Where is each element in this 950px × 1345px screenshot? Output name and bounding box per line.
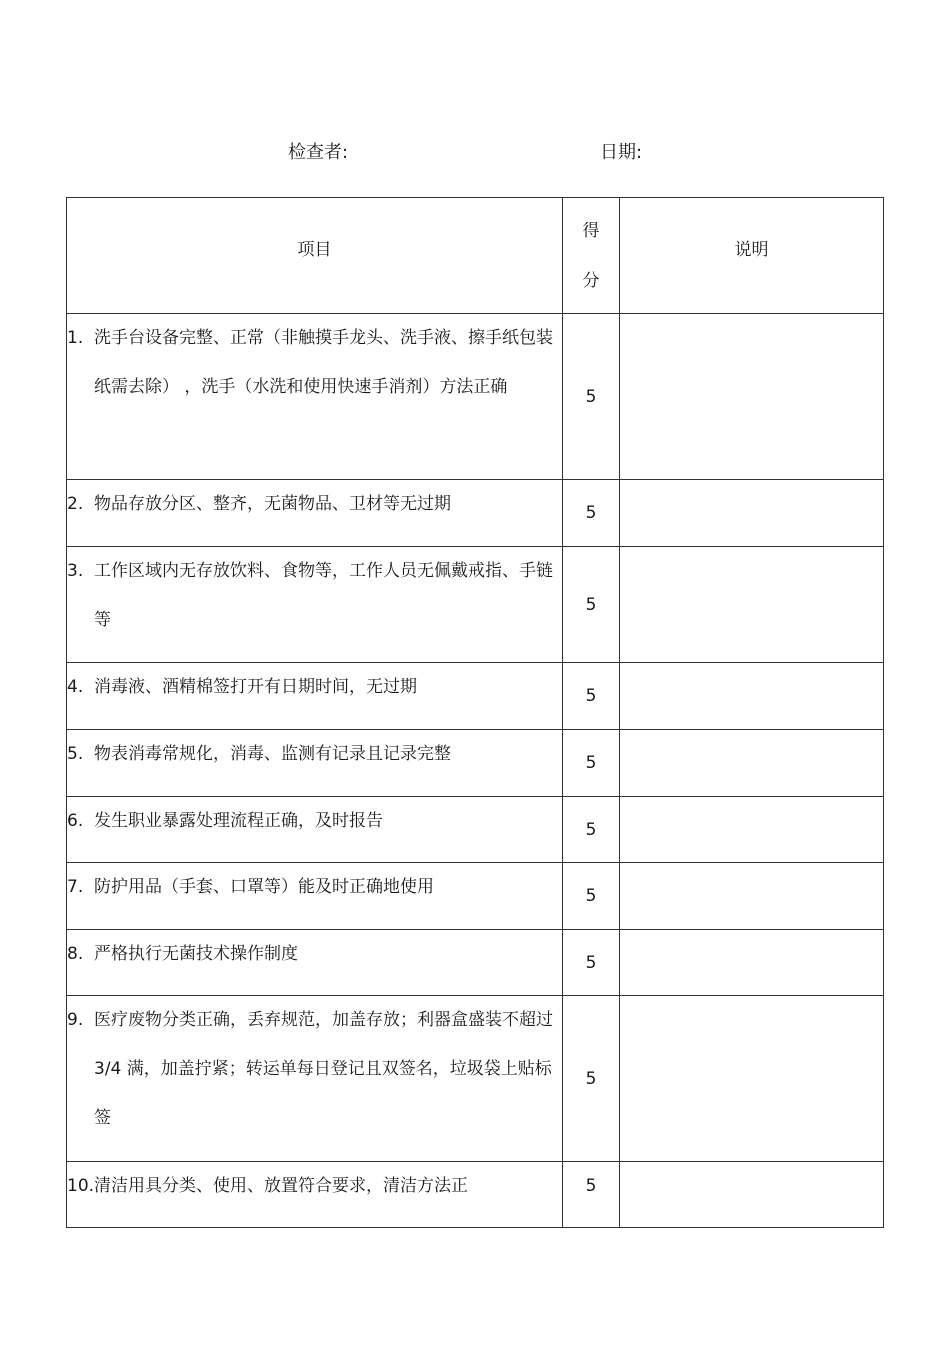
table-row xyxy=(67,996,884,1162)
note-cell[interactable] xyxy=(620,480,884,547)
item-cell xyxy=(67,480,563,547)
score-cell: 5 xyxy=(563,930,620,996)
table-row xyxy=(67,930,884,996)
column-header-score: 得分 xyxy=(563,198,620,314)
score-cell: 5 xyxy=(563,730,620,797)
score-cell: 5 xyxy=(563,797,620,863)
item-number: 5. xyxy=(67,744,84,764)
item-number: 3. xyxy=(67,561,84,581)
item-text: 发生职业暴露处理流程正确，及时报告 xyxy=(94,811,383,831)
score-cell: 5 xyxy=(563,314,620,480)
item-text: 清洁用具分类、使用、放置符合要求，清洁方法正 xyxy=(94,1176,469,1196)
item-cell xyxy=(67,930,563,996)
item-number: 4. xyxy=(67,677,84,697)
score-cell: 5 xyxy=(563,663,620,730)
item-number: 10. xyxy=(67,1176,95,1196)
item-number: 7. xyxy=(67,877,84,897)
score-cell: 5 xyxy=(563,547,620,663)
table-row xyxy=(67,863,884,930)
table-row xyxy=(67,314,884,480)
item-text: 医疗废物分类正确，丢弃规范，加盖存放；利器盒盛装不超过 3/4 满，加盖拧紧；转运单每日登记且双签名，垃圾袋上贴标签 xyxy=(94,1010,553,1128)
score-cell: 5 xyxy=(563,996,620,1162)
table-row xyxy=(67,797,884,863)
item-cell xyxy=(67,1162,563,1228)
note-cell[interactable] xyxy=(620,663,884,730)
item-cell xyxy=(67,730,563,797)
item-text: 工作区域内无存放饮料、食物等，工作人员无佩戴戒指、手链等 xyxy=(94,561,553,630)
score-cell: 5 xyxy=(563,480,620,547)
table-header-row xyxy=(67,198,884,314)
date-label: 日期: xyxy=(600,142,643,163)
note-cell[interactable] xyxy=(620,730,884,797)
item-text: 物表消毒常规化，消毒、监测有记录且记录完整 xyxy=(94,744,451,764)
item-text: 物品存放分区、整齐，无菌物品、卫材等无过期 xyxy=(94,494,451,514)
table-row xyxy=(67,663,884,730)
item-number: 9. xyxy=(67,1010,84,1030)
item-text: 防护用品（手套、口罩等）能及时正确地使用 xyxy=(94,877,434,897)
item-cell xyxy=(67,547,563,663)
note-cell[interactable] xyxy=(620,930,884,996)
table-row xyxy=(67,547,884,663)
column-header-item: 项目 xyxy=(67,198,563,314)
note-cell[interactable] xyxy=(620,863,884,930)
note-cell[interactable] xyxy=(620,797,884,863)
item-cell xyxy=(67,996,563,1162)
item-cell xyxy=(67,797,563,863)
item-cell xyxy=(67,314,563,480)
checklist-table xyxy=(66,197,884,1228)
table-row xyxy=(67,480,884,547)
note-cell[interactable] xyxy=(620,314,884,480)
note-cell[interactable] xyxy=(620,547,884,663)
item-text: 消毒液、酒精棉签打开有日期时间，无过期 xyxy=(94,677,417,697)
table-row xyxy=(67,1162,884,1228)
score-cell: 5 xyxy=(563,1162,620,1228)
item-number: 6. xyxy=(67,811,84,831)
column-header-note: 说明 xyxy=(620,198,884,314)
score-cell: 5 xyxy=(563,863,620,930)
item-text: 严格执行无菌技术操作制度 xyxy=(94,944,298,964)
note-cell[interactable] xyxy=(620,996,884,1162)
item-cell xyxy=(67,663,563,730)
table-row xyxy=(67,730,884,797)
item-number: 8. xyxy=(67,944,84,964)
item-number: 1. xyxy=(67,328,84,348)
item-number: 2. xyxy=(67,494,84,514)
item-text: 洗手台设备完整、正常（非触摸手龙头、洗手液、擦手纸包装纸需去除） ，洗手（水洗和使用快速手消剂）方法正确 xyxy=(94,328,553,397)
inspector-label: 检查者: xyxy=(288,142,349,163)
note-cell[interactable] xyxy=(620,1162,884,1228)
item-cell xyxy=(67,863,563,930)
